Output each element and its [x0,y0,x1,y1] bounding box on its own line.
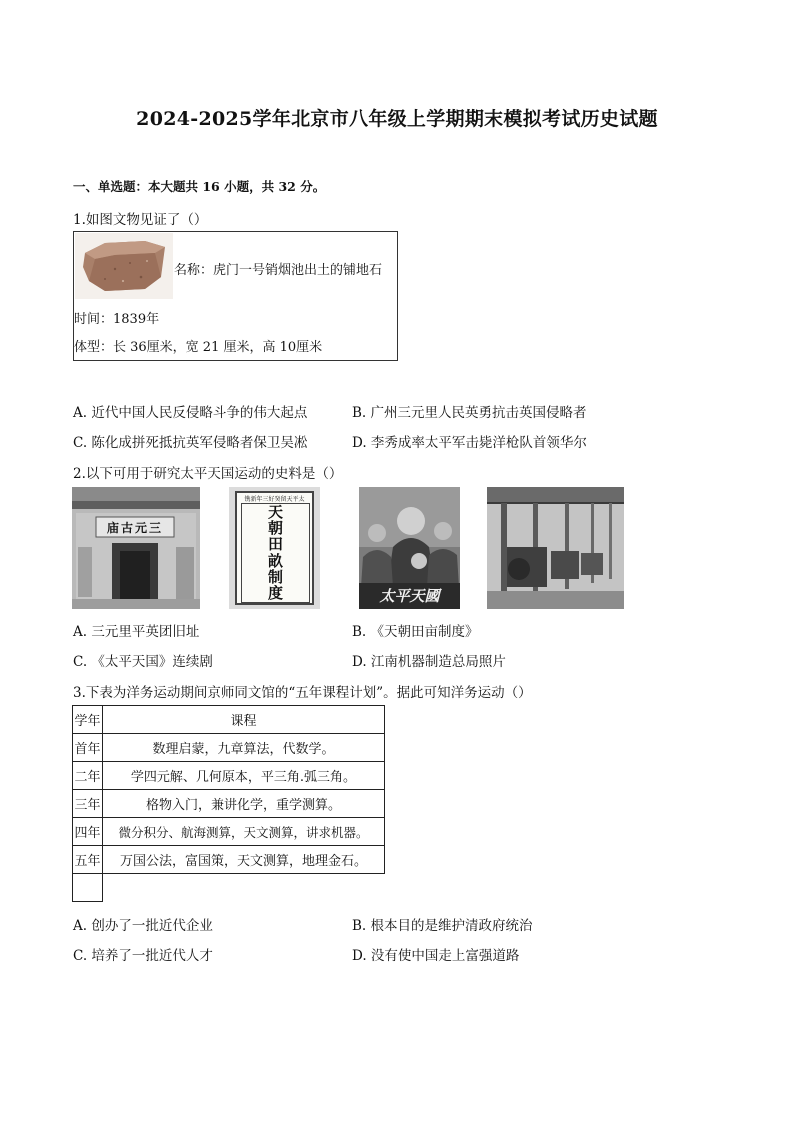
question-2-stem: 2.以下可用于研究太平天国运动的史料是（） [73,466,343,482]
question-3-stem: 3.下表为洋务运动期间京师同文馆的“五年课程计划”。据此可知洋务运动（） [73,685,532,701]
temple-sign: 三元古庙 [106,521,163,535]
book-title-char: 田 [267,535,283,554]
q3-option-d: D. 没有使中国走上富强道路 [352,948,520,964]
row-course: 学四元解、几何原本，平三角.弧三角。 [103,762,385,790]
header-course: 课程 [103,706,385,734]
header-year: 学年 [73,706,103,734]
q1-option-b: B. 广州三元里人民英勇抗击英国侵略者 [352,405,587,421]
row-course: 格物入门，兼讲化学，重学测算。 [103,790,385,818]
q2-option-d: D. 江南机器制造总局照片 [352,654,506,670]
row-year: 三年 [73,790,103,818]
page-title: 2024-2025学年北京市八年级上学期期末模拟考试历史试题 [136,108,658,130]
section-heading: 一、单选题：本大题共 16 小题，共 32 分。 [73,179,326,194]
q2-option-c: C. 《太平天国》连续剧 [73,654,213,670]
book-title-char: 朝 [267,518,283,537]
artifact-info-box [73,231,398,361]
book-top-line: 镌新年三好癸留天平太 [244,496,305,503]
book-title-char: 度 [267,584,283,603]
table-row [73,734,385,762]
artifact-time: 时间：1839年 [74,312,160,327]
row-year: 四年 [73,818,103,846]
row-course: 数理启蒙，九章算法，代数学。 [103,734,385,762]
table-row [73,818,385,846]
table-row [73,846,385,874]
tv-series-poster [359,487,460,609]
q1-option-c: C. 陈化成拼死抵抗英军侵略者保卫吴凇 [73,435,308,451]
table-row [73,762,385,790]
q2-option-a: A. 三元里平英团旧址 [73,624,200,640]
curriculum-table [72,705,385,902]
q1-option-a: A. 近代中国人民反侵略斗争的伟大起点 [73,405,308,421]
q2-option-b: B. 《天朝田亩制度》 [352,624,479,640]
tianchao-book-photo [229,487,320,609]
q3-option-c: C. 培养了一批近代人才 [73,948,213,964]
paving-stone-image [75,233,173,299]
artifact-size: 体型：长 36厘米，宽 21 厘米，高 10厘米 [74,340,323,355]
tv-series-title: 太平天國 [379,587,440,605]
row-year: 首年 [73,734,103,762]
jiangnan-arsenal-photo [487,487,624,609]
book-title-char: 天 [267,502,283,521]
temple-photo [72,487,200,609]
table-header-row [73,706,385,734]
book-title-char: 畝 [267,551,283,570]
artifact-name: 名称：虎门一号销烟池出土的铺地石 [174,263,383,278]
row-course: 万国公法，富国策，天文测算，地理金石。 [103,846,385,874]
q3-option-b: B. 根本目的是维护清政府统治 [352,918,533,934]
row-course: 微分积分、航海测算，天文测算，讲求机器。 [103,818,385,846]
table-empty-row [73,874,385,902]
row-year: 五年 [73,846,103,874]
question-1-stem: 1.如图文物见证了（） [73,212,208,228]
q3-option-a: A. 创办了一批近代企业 [73,918,213,934]
q1-option-d: D. 李秀成率太平军击毙洋枪队首领华尔 [352,435,587,451]
book-title-char: 制 [267,567,283,586]
table-row [73,790,385,818]
row-year: 二年 [73,762,103,790]
